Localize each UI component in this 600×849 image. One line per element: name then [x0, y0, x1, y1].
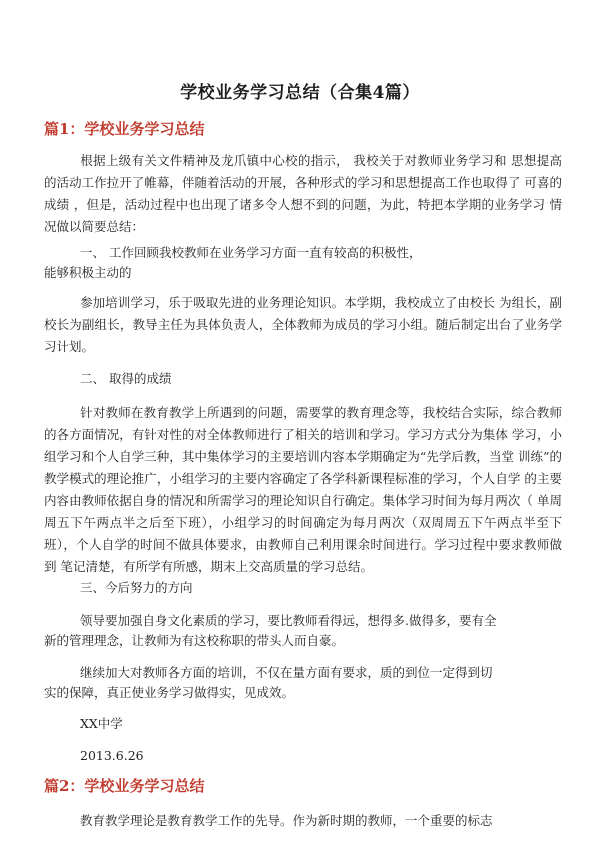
- part-3-body-1-line-2: 新的管理理念，让教师为有这校称职的带头人而自豪。: [44, 633, 345, 648]
- part-1-body-text: 参加培训学习，乐于吸取先进的业务理论知识。本学期，我校成立了由校长 为组长，副校长为副组长，教导主任为具体负责人，全体教师为成员的学习小组。随后制定出台了业务学习计划。: [44, 295, 562, 354]
- signature-date: 2013.6.26: [80, 748, 144, 763]
- part-3-body-2-line-1: 继续加大对教师各方面的培训，不仅在量方面有要求，质的到位一定得到切: [80, 665, 493, 680]
- part-2-heading: 二、 取得的成绩: [80, 371, 172, 386]
- part-1-heading-line-2: 能够积极主动的: [44, 265, 132, 280]
- document-title: 学校业务学习总结（合集4篇）: [180, 83, 420, 103]
- section-1-intro-paragraph: [44, 150, 562, 238]
- part-3-body-2-line-2: 实的保障，真正使业务学习做得实，见成效。: [44, 685, 295, 700]
- section-2-intro-line-1: 教育教学理论是教育教学工作的先导。作为新时期的教师，一个重要的标志: [80, 813, 493, 828]
- part-2-body-paragraph: [44, 402, 562, 578]
- section-1-heading: 篇1：学校业务学习总结: [44, 120, 205, 138]
- part-3-heading: 三、今后努力的方向: [80, 580, 193, 595]
- signature-school: XX中学: [80, 716, 123, 731]
- part-3-body-1-line-1: 领导要加强自身文化素质的学习，要比教师看得远，想得多.做得多，要有全: [80, 613, 497, 628]
- part-1-heading-line-1: 一、 工作回顾我校教师在业务学习方面一直有较高的积极性，: [80, 245, 422, 260]
- part-1-body-paragraph: [44, 292, 562, 358]
- section-2-heading: 篇2：学校业务学习总结: [44, 777, 205, 795]
- section-1-intro-text: 根据上级有关文件精神及龙爪镇中心校的指示， 我校关于对教师业务学习和 思想提高的活动工作拉开了帷幕，伴随着活动的开展，各种形式的学习和思想提高工作也取得了 可喜的成绩 ，但是，活动过程中也出现了诸多令人想不到的问题，为此，特把本学期的业务学习 情况做以简要总结：: [44, 153, 562, 234]
- part-2-body-text: 针对教师在教育教学上所遇到的问题，需要掌的教育理念等，我校结合实际，综合教师的各方面情况，有针对性的对全体教师进行了相关的培训和学习。学习方式分为集体 学习，小组学习和个人自学三种，其中集体学习的主要培训内容本学期确定为“先学后教，当堂 训练”的教学模式的理论推广，小组学习的主要内容确定了各学科新课程标准的学习，个人自学 的主要内容由教师依据自身的情况和所需学习的理论知识自行确定。集体学习时间为每月两次（ 单周周五下午两点半之后至下班），小组学习的时间确定为每月两次（双周周五下午两点半至下 班），个人自学的时间不做具体要求，由教师自己利用课余时间进行。学习过程中要求教师做到 笔记清楚，有所学有所感，期末上交高质量的学习总结。: [44, 405, 562, 574]
